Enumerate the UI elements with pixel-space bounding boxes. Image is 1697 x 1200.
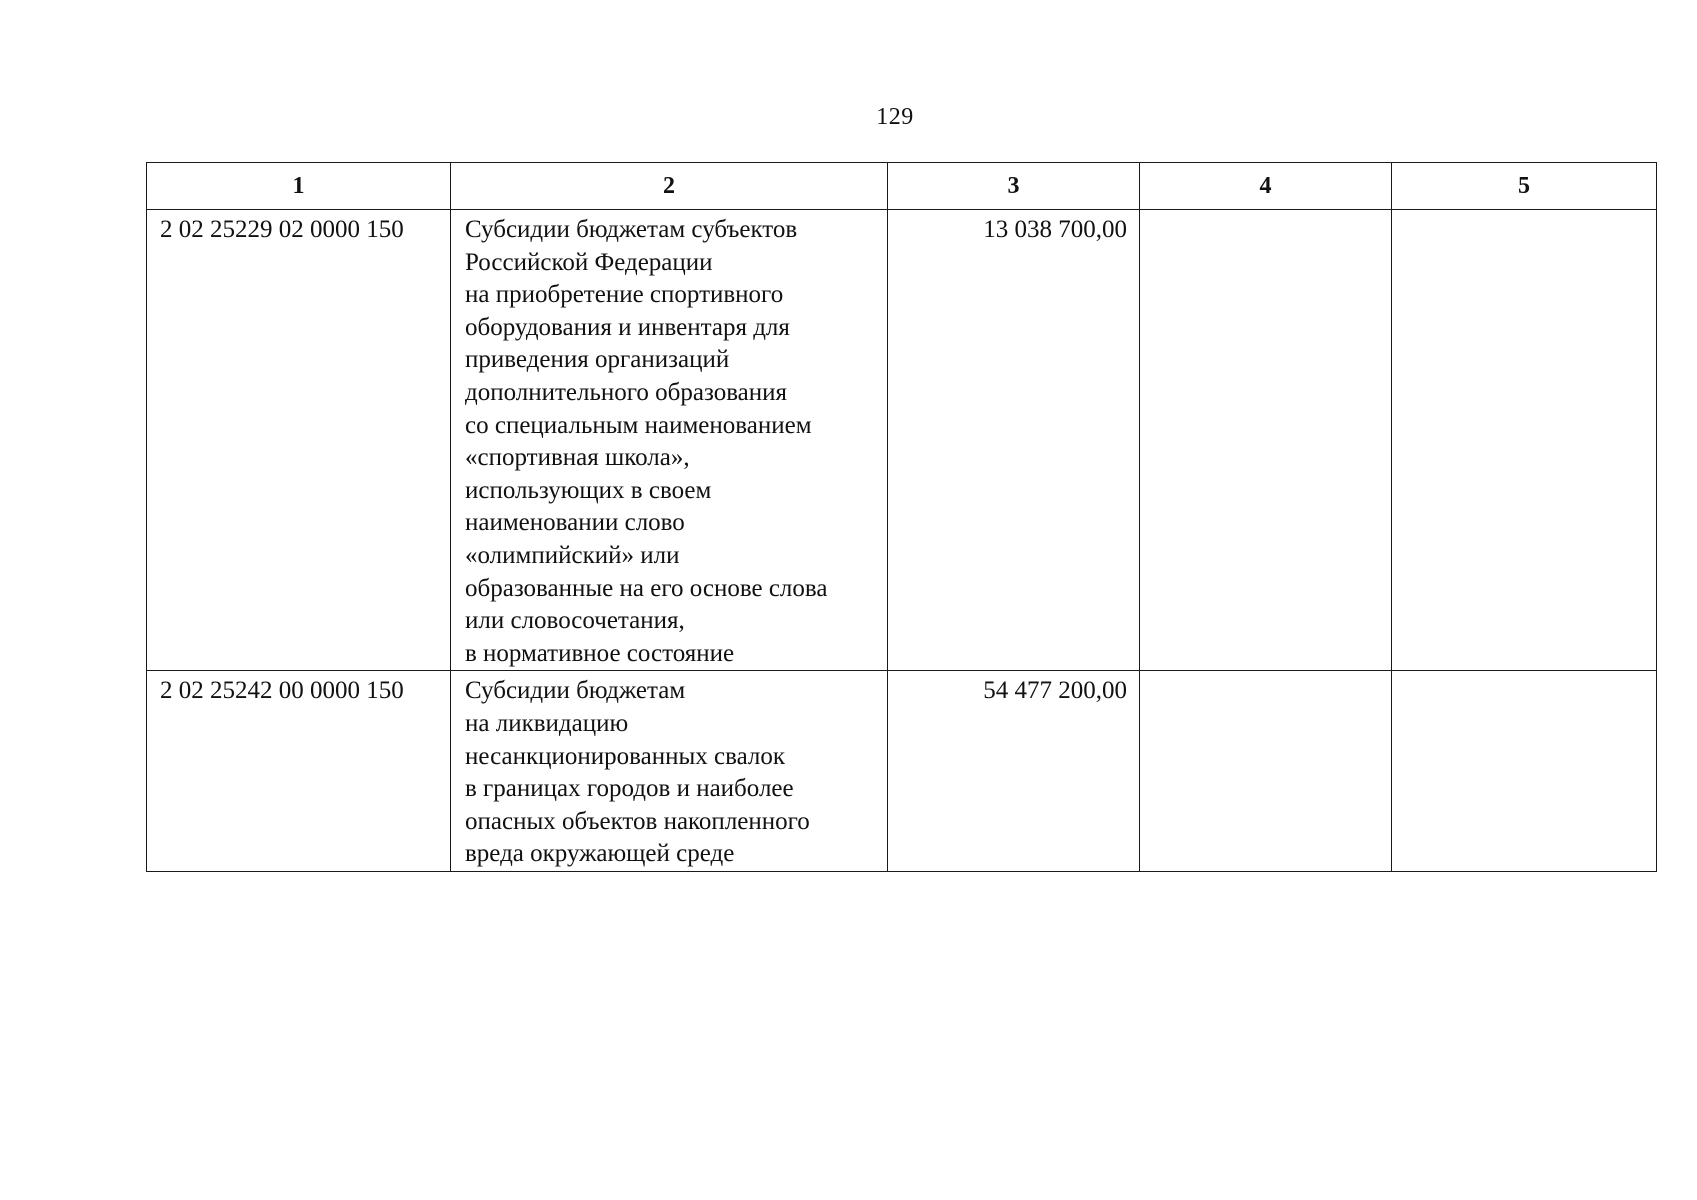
column-4-cell — [1140, 671, 1392, 872]
description-line: наименовании слово — [465, 509, 685, 537]
table-row — [147, 210, 1657, 671]
column-4-cell — [1140, 210, 1392, 671]
column-header-2: 2 — [451, 163, 888, 210]
column-header-3: 3 — [888, 163, 1140, 210]
description-line: Субсидии бюджетам — [465, 677, 686, 705]
budget-code-cell: 2 02 25229 02 0000 150 — [147, 210, 451, 671]
description-line: приведения организаций — [465, 346, 730, 374]
description-line: вреда окружающей среде — [465, 840, 735, 868]
budget-table — [146, 162, 1657, 872]
description-cell — [451, 671, 888, 872]
description-line: образованные на его основе слова — [465, 574, 828, 602]
description-line: использующих в своем — [465, 476, 712, 504]
description-line: Российской Федерации — [465, 248, 713, 276]
description-line: в границах городов и наиболее — [465, 775, 794, 803]
description-line: со специальным наименованием — [465, 411, 812, 439]
description-line: оборудования и инвентаря для — [465, 313, 790, 341]
table-header-row — [147, 163, 1657, 210]
description-line: «олимпийский» или — [465, 541, 680, 569]
description-line: опасных объектов накопленного — [465, 807, 810, 835]
amount-cell: 13 038 700,00 — [888, 210, 1140, 671]
column-5-cell — [1392, 671, 1657, 872]
budget-code-cell: 2 02 25242 00 0000 150 — [147, 671, 451, 872]
amount-cell: 54 477 200,00 — [888, 671, 1140, 872]
description-line: в нормативное состояние — [465, 639, 735, 667]
column-header-4: 4 — [1140, 163, 1392, 210]
column-header-1: 1 — [147, 163, 451, 210]
column-5-cell — [1392, 210, 1657, 671]
column-header-5: 5 — [1392, 163, 1657, 210]
description-line: на ликвидацию — [465, 709, 629, 737]
description-line: несанкционированных свалок — [465, 742, 786, 770]
description-line: Субсидии бюджетам субъектов — [465, 216, 798, 243]
description-line: на приобретение спортивного — [465, 281, 784, 309]
page-number: 129 — [876, 104, 914, 130]
description-line: или словосочетания, — [465, 607, 685, 635]
table-row — [147, 671, 1657, 872]
description-cell — [451, 210, 888, 671]
description-line: «спортивная школа», — [465, 444, 690, 472]
description-line: дополнительного образования — [465, 378, 788, 406]
